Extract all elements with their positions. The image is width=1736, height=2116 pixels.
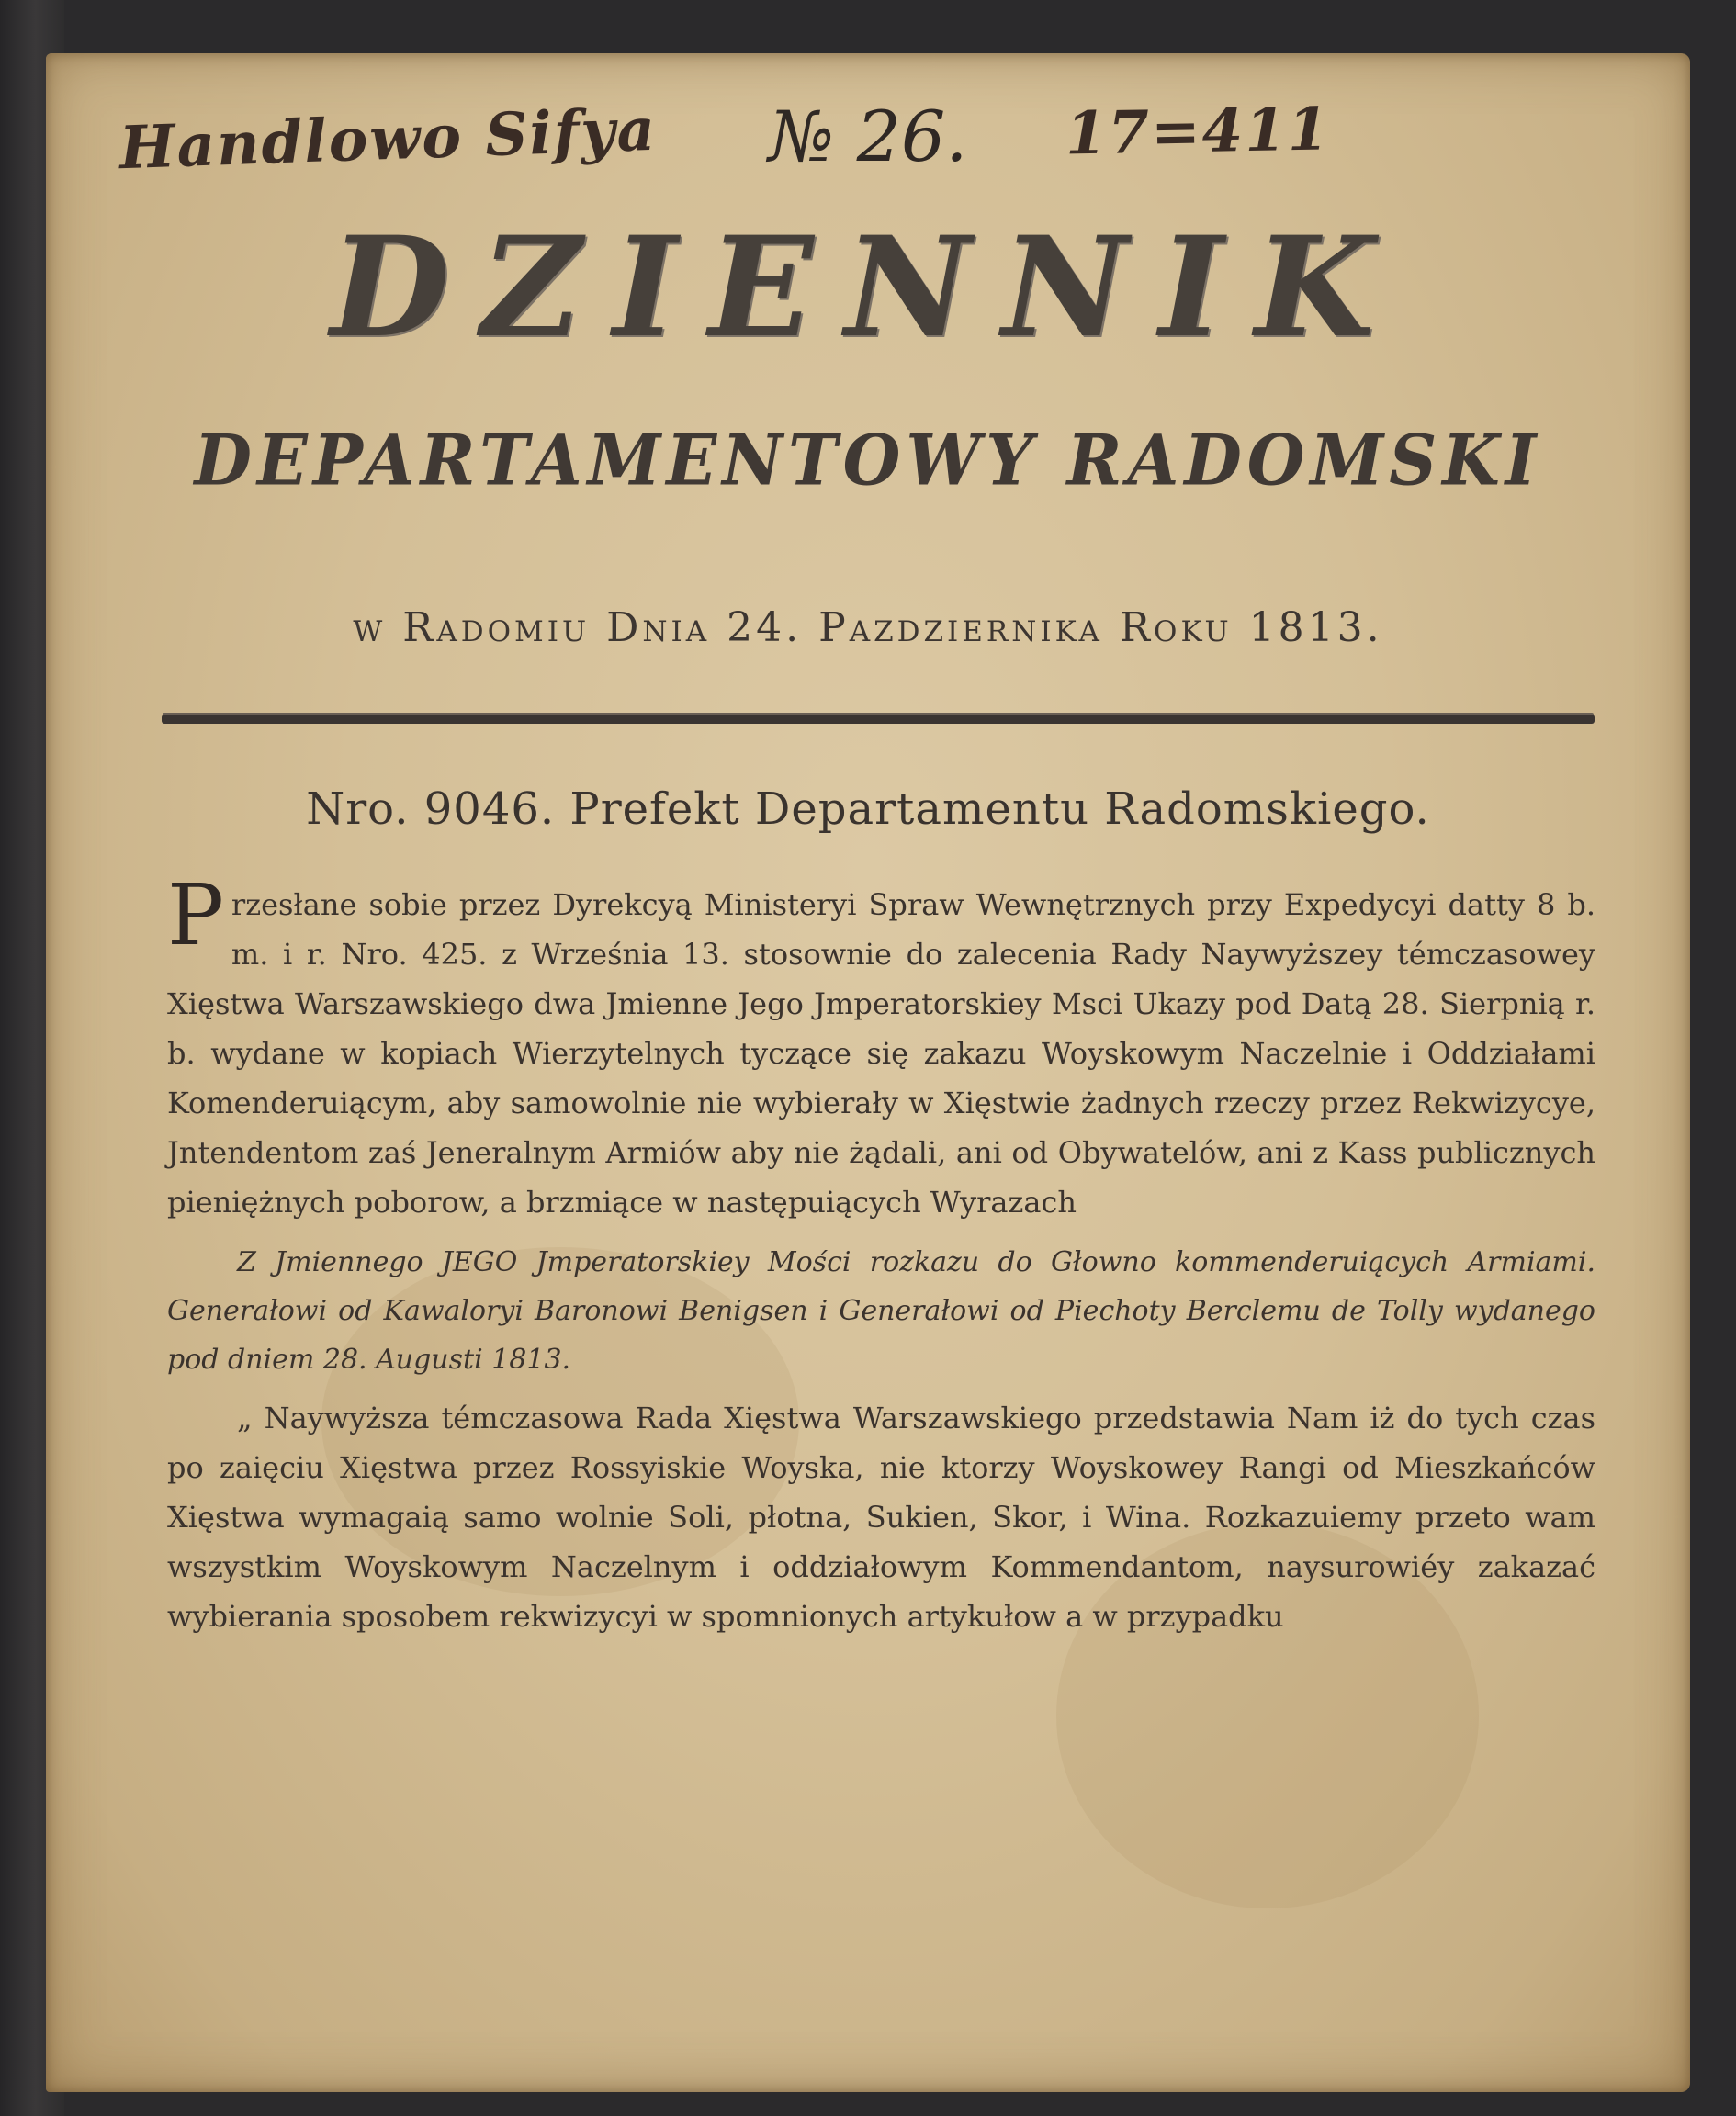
drop-cap: P (167, 866, 224, 964)
masthead-subtitle: DEPARTAMENTOWY RADOMSKI (194, 418, 1542, 501)
handwritten-note-right: 17=411 (1065, 95, 1331, 169)
decree-quote-paragraph: „ Naywyższa témczasowa Rada Xięstwa Warszawskiego przedstawia Nam iż do tych czas po zaięciu Xięstwa przez Rossyiskie Woyska, nie ktorzy Woyskowey Rangi od Mieszkańców Xięstwa wymagaią samo wolnie Soli, płotna, Sukien, Skor, i Wina. Rozkazuiemy przeto wam wszystkim Woyskowym Naczelnym i oddziałowym Kommendantom, naysurowiéy zakazać wybierania sposobem rekwizycyi w spomnionych artykułow a w przypadku (167, 1401, 1595, 1634)
intro-paragraph (167, 866, 1595, 1227)
intro-text: rzesłane sobie przez Dyrekcyą Ministeryi Spraw Wewnętrznych przy Expedycyi datty 8 b. m. i r. Nro. 425. z Września 13. stosownie do zalecenia Rady Naywyższey témczasowey Xięstwa Warszawskiego dwa Jmienne Jego Jmperatorskiey Msci Ukazy pod Datą 28. Sierpnią r. b. wydane w kopiach Wierzytelnych tyczące się zakazu Woyskowym Naczelnie i Oddziałami Komenderuiącym, aby samowolnie nie wybierały w Xięstwie żadnych rzeczy przez Rekwizycye, Jntendentom zaś Jeneralnym Armiów aby nie żądali, ani od Obywatelów, ani z Kass publicznych pieniężnych poborow, a brzmiące w następuiących Wyrazach (167, 887, 1595, 1220)
newspaper-page (46, 53, 1690, 2092)
article-heading: Nro. 9046. Prefekt Departamentu Radomskiego. (306, 783, 1430, 835)
dateline: w Radomiu Dnia 24. Pazdziernika Roku 1813. (353, 604, 1383, 651)
masthead-title: DZIENNIK (330, 207, 1406, 368)
masthead-rule (162, 715, 1595, 724)
imperial-order-paragraph: Z Jmiennego JEGO Jmperatorskiey Mości rozkazu do Głowno kommenderuiących Armiami. Generałowi od Kawaloryi Baronowi Benigsen i Generałowi od Piechoty Berclemu de Tolly wydanego pod dniem 28. Augusti 1813. (167, 1246, 1595, 1376)
issue-number: № 26. (768, 96, 968, 177)
handwritten-note-left: Handlowo Sifya (118, 95, 659, 184)
article-body (167, 866, 1595, 1641)
